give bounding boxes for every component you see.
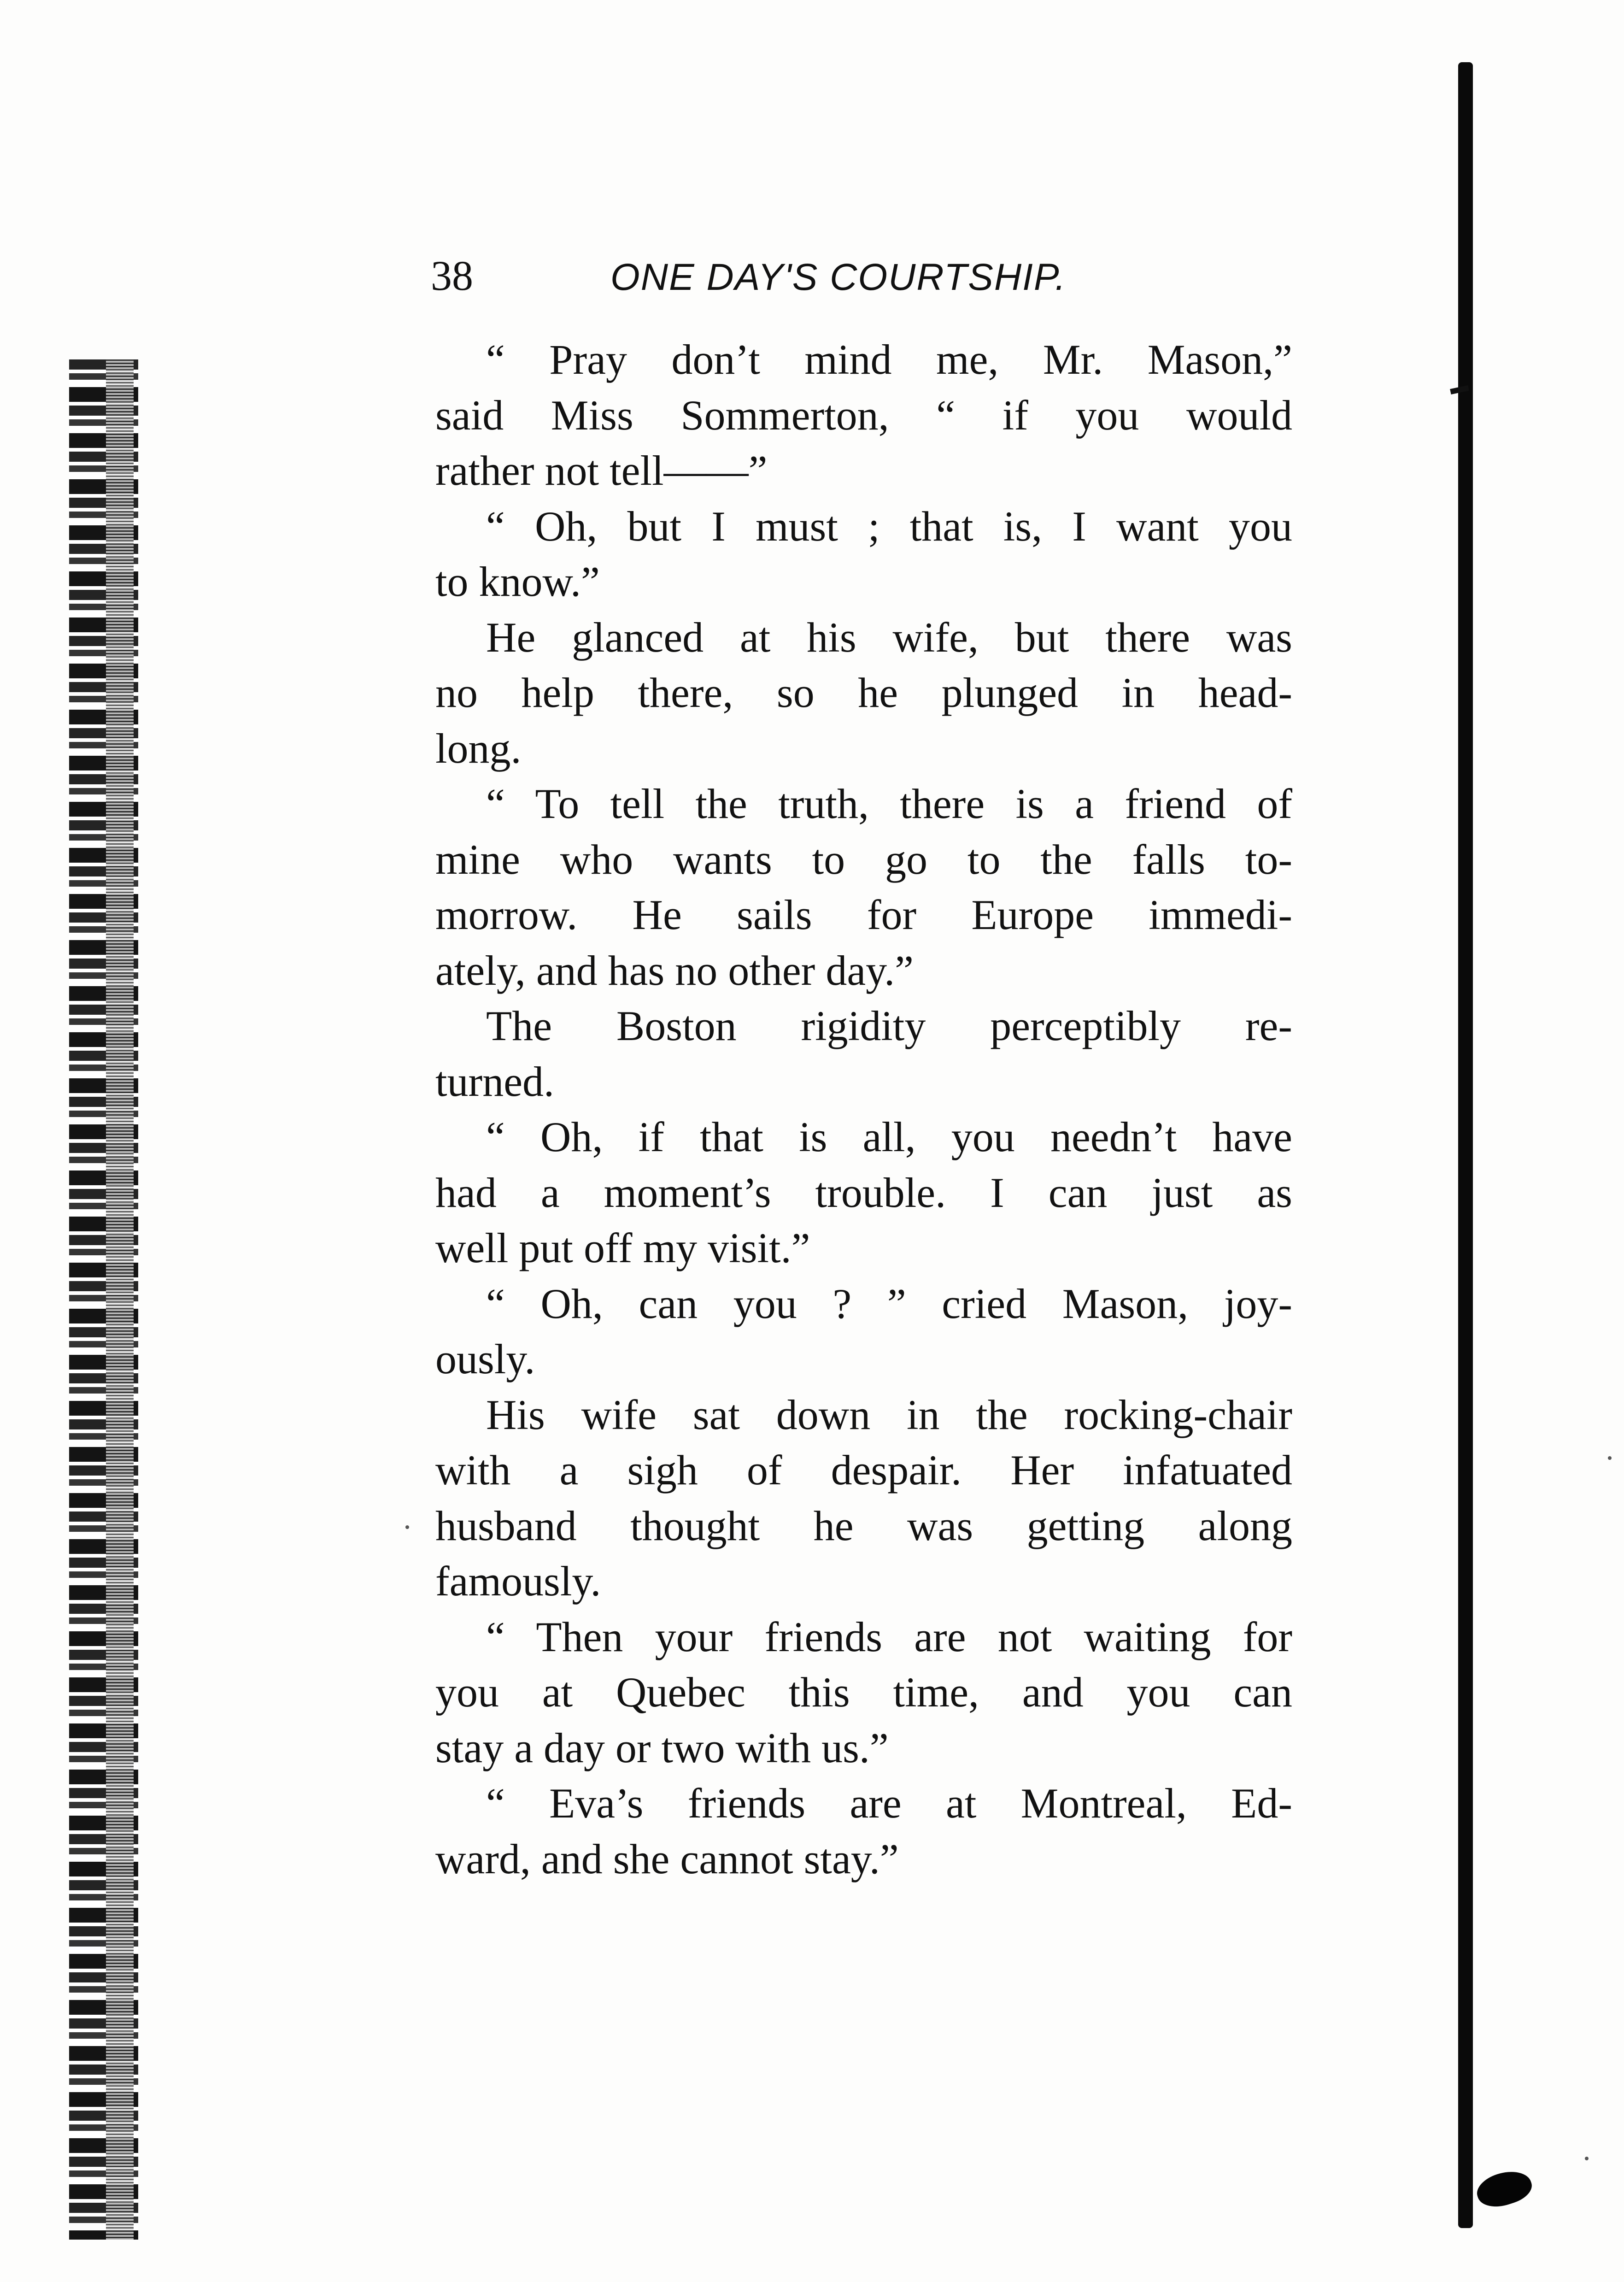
scan-speck [1585, 2157, 1589, 2160]
text-line: you at Quebec this time, and you can [435, 1669, 1292, 1716]
text-line: mine who wants to go to the falls to- [435, 835, 1292, 883]
text-line: ately, and has no other day.” [435, 947, 914, 994]
text-line: turned. [435, 1058, 555, 1105]
text-line: “ Then your friends are not waiting for [486, 1613, 1292, 1660]
text-line: “ Oh, can you ? ” cried Mason, joy- [486, 1280, 1292, 1327]
paragraph [435, 998, 1292, 1109]
text-line: no help there, so he plunged in head- [435, 669, 1292, 716]
scan-speck [1608, 1456, 1612, 1460]
text-line: well put off my visit.” [435, 1224, 810, 1271]
text-line: said Miss Sommerton, “ if you would [435, 391, 1292, 439]
text-line: to know.” [435, 558, 600, 605]
text-line: famously. [435, 1558, 601, 1605]
text-line: “ Pray don’t mind me, Mr. Mason,” [486, 336, 1292, 383]
paragraph [435, 1609, 1292, 1776]
paragraph [435, 1776, 1292, 1887]
paragraph [435, 332, 1292, 499]
ink-blot [1473, 2165, 1536, 2213]
text-line: had a moment’s trouble. I can just as [435, 1169, 1292, 1216]
text-line: stay a day or two with us.” [435, 1724, 889, 1771]
text-line: morrow. He sails for Europe immedi- [435, 891, 1292, 938]
paragraph [435, 776, 1292, 998]
page-number: 38 [431, 252, 473, 299]
scan-speck [405, 1525, 409, 1529]
paragraph [435, 1276, 1292, 1387]
text-line: long. [435, 724, 522, 772]
paragraph [435, 610, 1292, 776]
paragraph [435, 499, 1292, 610]
running-title: ONE DAY'S COURTSHIP. [610, 256, 1067, 298]
text-line: with a sigh of despair. Her infatuated [435, 1447, 1292, 1494]
body-text [435, 332, 1292, 1887]
text-line: His wife sat down in the rocking-chair [486, 1391, 1292, 1438]
text-line: The Boston rigidity perceptibly re- [486, 1002, 1292, 1049]
text-line: “ Oh, but I must ; that is, I want you [486, 502, 1292, 550]
text-line: husband thought he was getting along [435, 1502, 1292, 1549]
text-line: “ Eva’s friends are at Montreal, Ed- [486, 1780, 1292, 1827]
paragraph [435, 1387, 1292, 1609]
text-line: ward, and she cannot stay.” [435, 1835, 899, 1882]
text-line: rather not tell——” [435, 447, 768, 494]
binding-scan-texture [106, 359, 134, 2240]
text-line: “ To tell the truth, there is a friend of [486, 780, 1292, 827]
text-line: He glanced at his wife, but there was [486, 613, 1292, 661]
running-header [431, 251, 1306, 302]
text-line: ously. [435, 1335, 535, 1382]
paragraph [435, 1109, 1292, 1276]
text-line: “ Oh, if that is all, you needn’t have [486, 1113, 1292, 1160]
